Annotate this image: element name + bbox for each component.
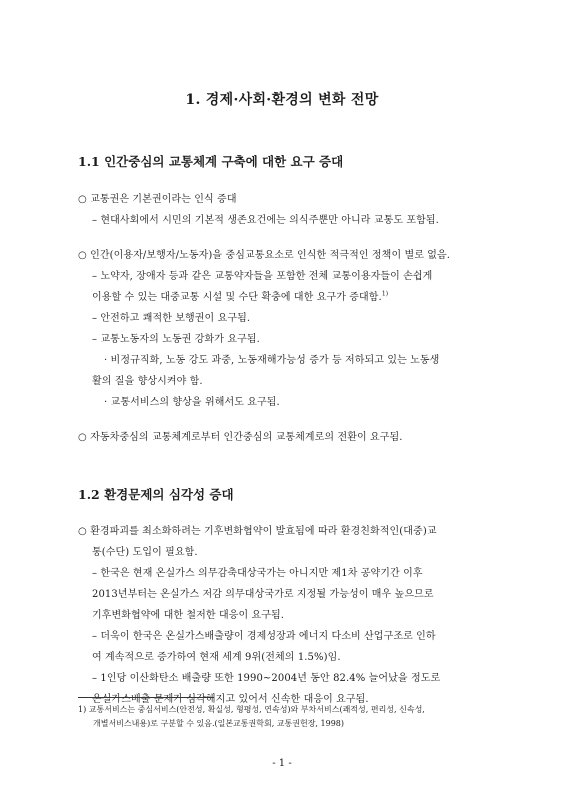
dash-line: – 현대사회에서 시민의 기본적 생존요건에는 의식주뿐만 아니라 교통도 포함됨. bbox=[92, 215, 439, 226]
continuation-line bbox=[92, 288, 388, 303]
continuation-text: 이용할 수 있는 대중교통 시설 및 수단 확충에 대한 요구가 증대함. bbox=[92, 292, 382, 303]
continuation-line: 온실가스배출 문제가 심각해지고 있어서 신속한 대응이 요구됨. bbox=[92, 694, 369, 705]
dot-line: · 비정규직화, 노동 강도 과중, 노동재해가능성 증가 등 저하되고 있는 노동생 bbox=[104, 355, 440, 366]
continuation-line: 2013년부터는 온실가스 저감 의무대상국가로 지정될 가능성이 매우 높으므로 bbox=[92, 589, 434, 600]
footnote-divider bbox=[78, 697, 214, 698]
bullet-line: ○ 자동차중심의 교통체계로부터 인간중심의 교통체계로의 전환이 요구됨. bbox=[78, 432, 403, 443]
continuation-line: 기후변화협약에 대한 철저한 대응이 요구됨. bbox=[92, 610, 285, 621]
continuation-line: 통(수단) 도입이 필요함. bbox=[92, 547, 198, 558]
dash-line: – 노약자, 장애자 등과 같은 교통약자들을 포함한 전체 교통이용자들이 손쉽게 bbox=[92, 271, 433, 282]
bullet-line: ○ 교통권은 기본권이라는 인식 증대 bbox=[78, 194, 237, 205]
dash-line: – 1인당 이산화탄소 배출량 또한 1990~2004년 동안 82.4% 늘어났을 정도로 bbox=[92, 673, 441, 684]
page-title: 1. 경제·사회·환경의 변화 전망 bbox=[185, 92, 379, 108]
page-number: - 1 - bbox=[272, 758, 292, 769]
dash-line: – 한국은 현재 온실가스 의무감축대상국가는 아니지만 제1차 공약기간 이후 bbox=[92, 568, 423, 579]
section-heading-1-2: 1.2 환경문제의 심각성 증대 bbox=[78, 487, 234, 502]
bullet-line: ○ 환경파괴를 최소화하려는 기후변화협약이 발효됨에 따라 환경친화적인(대중)교 bbox=[78, 526, 437, 537]
bullet-line: ○ 인간(이용자/보행자/노동자)을 중심교통요소로 인식한 적극적인 정책이 별로 없음. bbox=[78, 250, 451, 261]
section-heading-1-1: 1.1 인간중심의 교통체계 구축에 대한 요구 증대 bbox=[78, 154, 344, 169]
dot-line: · 교통서비스의 향상을 위해서도 요구됨. bbox=[104, 397, 280, 408]
footnote-ref: 1) bbox=[381, 290, 389, 298]
footnote-line: 개별서비스내용)로 구분할 수 있음.(일본교통권학회, 교통권헌장, 1998) bbox=[93, 719, 344, 728]
dash-line: – 교통노동자의 노동권 강화가 요구됨. bbox=[92, 334, 260, 345]
footnote-line: 1) 교통서비스는 중심서비스(안전성, 확실성, 형평성, 연속성)와 부차서비스(쾌적성, 편리성, 신속성, bbox=[78, 705, 425, 714]
dash-line: – 더욱이 한국은 온실가스배출량이 경제성장과 에너지 다소비 산업구조로 인하 bbox=[92, 631, 436, 642]
dash-line: – 안전하고 쾌적한 보행권이 요구됨. bbox=[92, 313, 251, 324]
continuation-line: 여 계속적으로 증가하여 현재 세계 9위(전체의 1.5%)임. bbox=[92, 652, 341, 663]
continuation-line: 활의 질을 향상시켜야 함. bbox=[92, 376, 203, 387]
